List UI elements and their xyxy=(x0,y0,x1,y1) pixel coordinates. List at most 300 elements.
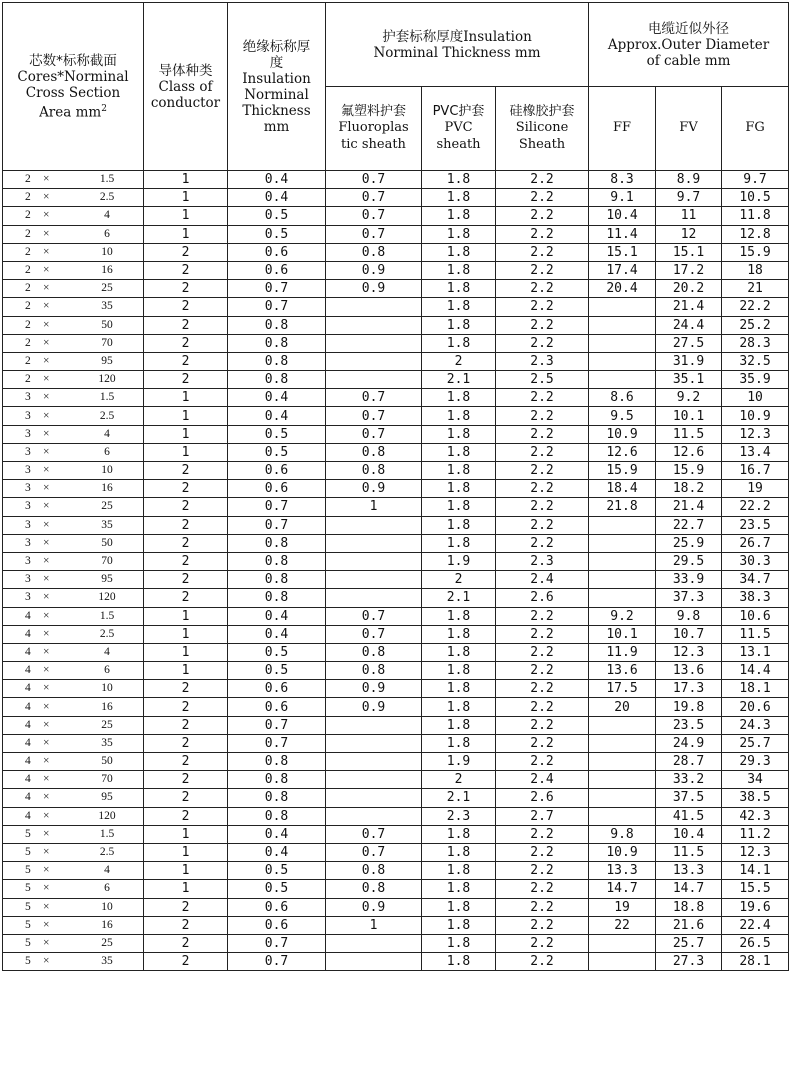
cores-section-cell xyxy=(3,716,144,734)
silicone-sheath: 2.2 xyxy=(496,425,589,443)
cable-spec-table xyxy=(2,2,789,971)
conductor-class: 2 xyxy=(144,571,228,589)
diameter-ff xyxy=(589,298,656,316)
table-row xyxy=(3,316,789,334)
cores-count: 4 xyxy=(25,609,31,622)
times-symbol: × xyxy=(43,245,50,258)
diameter-ff xyxy=(589,552,656,570)
times-symbol: × xyxy=(43,682,50,695)
diameter-fv: 25.9 xyxy=(656,534,722,552)
cross-section-area: 120 xyxy=(98,591,116,604)
cores-count: 4 xyxy=(25,773,31,786)
cross-section-area: 16 xyxy=(101,482,113,495)
times-symbol: × xyxy=(43,191,50,204)
silicone-sheath: 2.3 xyxy=(496,552,589,570)
insulation-thickness: 0.6 xyxy=(228,243,326,261)
table-row xyxy=(3,843,789,861)
table-row xyxy=(3,680,789,698)
table-row xyxy=(3,625,789,643)
times-symbol: × xyxy=(43,336,50,349)
cores-section-cell xyxy=(3,407,144,425)
diameter-fg: 34.7 xyxy=(722,571,789,589)
diameter-fg: 35.9 xyxy=(722,371,789,389)
insulation-thickness: 0.7 xyxy=(228,953,326,971)
cross-section-area: 35 xyxy=(101,736,113,749)
conductor-class: 1 xyxy=(144,825,228,843)
cross-section-area: 4 xyxy=(104,427,110,440)
silicone-sheath: 2.2 xyxy=(496,698,589,716)
cross-section-area: 10 xyxy=(101,682,113,695)
cross-section-area: 25 xyxy=(101,936,113,949)
fluoro-sheath: 0.9 xyxy=(326,261,422,279)
fluoro-sheath xyxy=(326,753,422,771)
cross-section-area: 6 xyxy=(104,664,110,677)
pvc-sheath: 2.1 xyxy=(422,789,496,807)
diameter-fg: 25.7 xyxy=(722,734,789,752)
diameter-fv: 14.7 xyxy=(656,880,722,898)
silicone-sheath: 2.2 xyxy=(496,916,589,934)
fluoro-sheath: 1 xyxy=(326,498,422,516)
silicone-sheath: 2.2 xyxy=(496,334,589,352)
diameter-ff xyxy=(589,716,656,734)
diameter-fv: 24.4 xyxy=(656,316,722,334)
header-silicone-sheath: 硅橡胶护套 Silicone Sheath xyxy=(496,87,589,171)
fluoro-sheath xyxy=(326,771,422,789)
diameter-fg: 20.6 xyxy=(722,698,789,716)
insulation-thickness: 0.8 xyxy=(228,552,326,570)
table-row xyxy=(3,371,789,389)
insulation-thickness: 0.6 xyxy=(228,680,326,698)
cross-section-area: 95 xyxy=(101,791,113,804)
cross-section-area: 6 xyxy=(104,882,110,895)
times-symbol: × xyxy=(43,773,50,786)
cores-count: 4 xyxy=(25,809,31,822)
times-symbol: × xyxy=(43,864,50,877)
diameter-fg: 12.3 xyxy=(722,425,789,443)
silicone-sheath: 2.3 xyxy=(496,352,589,370)
cores-section-cell xyxy=(3,607,144,625)
cross-section-area: 35 xyxy=(101,518,113,531)
diameter-ff xyxy=(589,753,656,771)
cores-section-cell xyxy=(3,534,144,552)
diameter-fg: 28.1 xyxy=(722,953,789,971)
times-symbol: × xyxy=(43,645,50,658)
silicone-sheath: 2.2 xyxy=(496,316,589,334)
cores-section-cell xyxy=(3,425,144,443)
cross-section-area: 16 xyxy=(101,264,113,277)
diameter-fv: 17.3 xyxy=(656,680,722,698)
times-symbol: × xyxy=(43,482,50,495)
pvc-sheath: 1.8 xyxy=(422,171,496,189)
diameter-fg: 15.9 xyxy=(722,243,789,261)
fluoro-sheath: 0.8 xyxy=(326,643,422,661)
table-row xyxy=(3,643,789,661)
silicone-sheath: 2.2 xyxy=(496,498,589,516)
cores-count: 2 xyxy=(25,373,31,386)
conductor-class: 2 xyxy=(144,934,228,952)
table-row xyxy=(3,243,789,261)
diameter-fv: 21.6 xyxy=(656,916,722,934)
cores-count: 4 xyxy=(25,791,31,804)
cross-section-area: 95 xyxy=(101,573,113,586)
cross-section-area: 70 xyxy=(101,555,113,568)
times-symbol: × xyxy=(43,591,50,604)
cores-count: 3 xyxy=(25,409,31,422)
diameter-fv: 10.1 xyxy=(656,407,722,425)
cores-section-cell xyxy=(3,862,144,880)
cores-section-cell xyxy=(3,662,144,680)
diameter-ff xyxy=(589,352,656,370)
insulation-thickness: 0.5 xyxy=(228,225,326,243)
diameter-fv: 20.2 xyxy=(656,280,722,298)
diameter-ff: 10.9 xyxy=(589,425,656,443)
pvc-sheath: 1.9 xyxy=(422,552,496,570)
conductor-class: 1 xyxy=(144,225,228,243)
cores-count: 2 xyxy=(25,354,31,367)
cores-section-cell xyxy=(3,316,144,334)
table-row xyxy=(3,716,789,734)
diameter-ff: 20.4 xyxy=(589,280,656,298)
insulation-thickness: 0.7 xyxy=(228,280,326,298)
header-outer-diameter: 电缆近似外径 Approx.Outer Diameter of cable mm xyxy=(589,3,789,87)
conductor-class: 2 xyxy=(144,334,228,352)
diameter-fv: 12.6 xyxy=(656,443,722,461)
diameter-fv: 11.5 xyxy=(656,843,722,861)
insulation-thickness: 0.8 xyxy=(228,771,326,789)
cores-count: 5 xyxy=(25,864,31,877)
cores-count: 4 xyxy=(25,682,31,695)
table-row xyxy=(3,807,789,825)
insulation-thickness: 0.7 xyxy=(228,716,326,734)
fluoro-sheath: 0.8 xyxy=(326,243,422,261)
insulation-thickness: 0.8 xyxy=(228,371,326,389)
table-row xyxy=(3,189,789,207)
silicone-sheath: 2.2 xyxy=(496,898,589,916)
silicone-sheath: 2.2 xyxy=(496,516,589,534)
diameter-fv: 18.8 xyxy=(656,898,722,916)
insulation-thickness: 0.5 xyxy=(228,207,326,225)
table-body xyxy=(3,171,789,971)
silicone-sheath: 2.2 xyxy=(496,389,589,407)
cores-section-cell xyxy=(3,880,144,898)
pvc-sheath: 1.8 xyxy=(422,316,496,334)
fluoro-sheath: 0.8 xyxy=(326,462,422,480)
diameter-fg: 14.4 xyxy=(722,662,789,680)
diameter-fg: 19 xyxy=(722,480,789,498)
cores-section-cell xyxy=(3,480,144,498)
cores-count: 4 xyxy=(25,700,31,713)
cross-section-area: 4 xyxy=(104,645,110,658)
cores-section-cell xyxy=(3,698,144,716)
diameter-ff xyxy=(589,789,656,807)
insulation-thickness: 0.5 xyxy=(228,643,326,661)
conductor-class: 2 xyxy=(144,771,228,789)
cross-section-area: 10 xyxy=(101,245,113,258)
diameter-fg: 11.2 xyxy=(722,825,789,843)
pvc-sheath: 2.1 xyxy=(422,371,496,389)
times-symbol: × xyxy=(43,918,50,931)
table-row xyxy=(3,753,789,771)
table-row xyxy=(3,571,789,589)
fluoro-sheath: 0.8 xyxy=(326,880,422,898)
conductor-class: 1 xyxy=(144,389,228,407)
pvc-sheath: 1.9 xyxy=(422,753,496,771)
diameter-ff xyxy=(589,334,656,352)
diameter-fv: 27.3 xyxy=(656,953,722,971)
diameter-ff: 15.1 xyxy=(589,243,656,261)
fluoro-sheath: 0.8 xyxy=(326,443,422,461)
diameter-fg: 22.4 xyxy=(722,916,789,934)
diameter-fg: 18.1 xyxy=(722,680,789,698)
silicone-sheath: 2.7 xyxy=(496,807,589,825)
pvc-sheath: 2 xyxy=(422,352,496,370)
pvc-sheath: 1.8 xyxy=(422,934,496,952)
fluoro-sheath: 0.7 xyxy=(326,843,422,861)
diameter-ff: 10.9 xyxy=(589,843,656,861)
times-symbol: × xyxy=(43,609,50,622)
conductor-class: 2 xyxy=(144,680,228,698)
diameter-fv: 27.5 xyxy=(656,334,722,352)
cross-section-area: 25 xyxy=(101,282,113,295)
pvc-sheath: 1.8 xyxy=(422,407,496,425)
cores-count: 4 xyxy=(25,755,31,768)
table-row xyxy=(3,389,789,407)
times-symbol: × xyxy=(43,664,50,677)
diameter-ff: 17.4 xyxy=(589,261,656,279)
diameter-ff: 13.6 xyxy=(589,662,656,680)
diameter-fg: 32.5 xyxy=(722,352,789,370)
diameter-fg: 10.9 xyxy=(722,407,789,425)
cores-section-cell xyxy=(3,280,144,298)
cross-section-area: 35 xyxy=(101,955,113,968)
conductor-class: 2 xyxy=(144,534,228,552)
cross-section-area: 70 xyxy=(101,773,113,786)
insulation-thickness: 0.4 xyxy=(228,607,326,625)
times-symbol: × xyxy=(43,955,50,968)
cores-count: 5 xyxy=(25,846,31,859)
diameter-fv: 13.3 xyxy=(656,862,722,880)
silicone-sheath: 2.2 xyxy=(496,625,589,643)
table-row xyxy=(3,825,789,843)
cores-section-cell xyxy=(3,753,144,771)
fluoro-sheath xyxy=(326,953,422,971)
conductor-class: 2 xyxy=(144,589,228,607)
times-symbol: × xyxy=(43,791,50,804)
diameter-ff: 9.2 xyxy=(589,607,656,625)
header-conductor: 导体种类 Class of conductor xyxy=(144,3,228,171)
insulation-thickness: 0.4 xyxy=(228,625,326,643)
insulation-thickness: 0.5 xyxy=(228,662,326,680)
diameter-fv: 9.2 xyxy=(656,389,722,407)
diameter-fg: 23.5 xyxy=(722,516,789,534)
fluoro-sheath: 0.7 xyxy=(326,189,422,207)
pvc-sheath: 1.8 xyxy=(422,625,496,643)
cores-count: 3 xyxy=(25,555,31,568)
times-symbol: × xyxy=(43,209,50,222)
pvc-sheath: 1.8 xyxy=(422,862,496,880)
conductor-class: 2 xyxy=(144,371,228,389)
diameter-fg: 29.3 xyxy=(722,753,789,771)
diameter-fg: 25.2 xyxy=(722,316,789,334)
diameter-fg: 38.3 xyxy=(722,589,789,607)
cross-section-area: 4 xyxy=(104,864,110,877)
fluoro-sheath xyxy=(326,589,422,607)
diameter-ff: 14.7 xyxy=(589,880,656,898)
silicone-sheath: 2.2 xyxy=(496,680,589,698)
pvc-sheath: 2.3 xyxy=(422,807,496,825)
cores-section-cell xyxy=(3,807,144,825)
fluoro-sheath: 0.8 xyxy=(326,862,422,880)
diameter-fg: 9.7 xyxy=(722,171,789,189)
header-insulation: 绝缘标称厚 度 Insulation Norminal Thickness mm xyxy=(228,3,326,171)
pvc-sheath: 1.8 xyxy=(422,298,496,316)
times-symbol: × xyxy=(43,555,50,568)
fluoro-sheath: 0.7 xyxy=(326,425,422,443)
silicone-sheath: 2.2 xyxy=(496,207,589,225)
cross-section-area: 95 xyxy=(101,354,113,367)
cores-count: 5 xyxy=(25,955,31,968)
diameter-fv: 37.3 xyxy=(656,589,722,607)
table-row xyxy=(3,407,789,425)
cores-count: 2 xyxy=(25,300,31,313)
table-row xyxy=(3,898,789,916)
conductor-class: 1 xyxy=(144,171,228,189)
silicone-sheath: 2.4 xyxy=(496,571,589,589)
diameter-ff: 12.6 xyxy=(589,443,656,461)
pvc-sheath: 1.8 xyxy=(422,516,496,534)
cores-section-cell xyxy=(3,953,144,971)
fluoro-sheath xyxy=(326,934,422,952)
pvc-sheath: 1.8 xyxy=(422,680,496,698)
conductor-class: 1 xyxy=(144,189,228,207)
diameter-ff xyxy=(589,771,656,789)
diameter-fv: 9.7 xyxy=(656,189,722,207)
cores-count: 3 xyxy=(25,573,31,586)
insulation-thickness: 0.4 xyxy=(228,189,326,207)
conductor-class: 2 xyxy=(144,243,228,261)
diameter-fg: 11.5 xyxy=(722,625,789,643)
cores-section-cell xyxy=(3,389,144,407)
times-symbol: × xyxy=(43,573,50,586)
diameter-fg: 10.6 xyxy=(722,607,789,625)
times-symbol: × xyxy=(43,227,50,240)
cross-section-area: 2.5 xyxy=(99,627,115,640)
times-symbol: × xyxy=(43,300,50,313)
conductor-class: 2 xyxy=(144,352,228,370)
pvc-sheath: 1.8 xyxy=(422,607,496,625)
diameter-ff: 11.9 xyxy=(589,643,656,661)
diameter-fv: 33.2 xyxy=(656,771,722,789)
insulation-thickness: 0.8 xyxy=(228,534,326,552)
cores-count: 5 xyxy=(25,900,31,913)
cross-section-area: 1.5 xyxy=(99,173,115,186)
conductor-class: 2 xyxy=(144,516,228,534)
diameter-ff: 22 xyxy=(589,916,656,934)
conductor-class: 2 xyxy=(144,898,228,916)
cores-section-cell xyxy=(3,189,144,207)
diameter-fv: 11.5 xyxy=(656,425,722,443)
times-symbol: × xyxy=(43,464,50,477)
cross-section-area: 50 xyxy=(101,318,113,331)
silicone-sheath: 2.2 xyxy=(496,189,589,207)
diameter-ff: 21.8 xyxy=(589,498,656,516)
cores-count: 2 xyxy=(25,336,31,349)
cores-count: 3 xyxy=(25,518,31,531)
diameter-fg: 18 xyxy=(722,261,789,279)
silicone-sheath: 2.2 xyxy=(496,225,589,243)
cores-section-cell xyxy=(3,334,144,352)
fluoro-sheath: 0.9 xyxy=(326,480,422,498)
silicone-sheath: 2.2 xyxy=(496,243,589,261)
cores-section-cell xyxy=(3,789,144,807)
table-row xyxy=(3,862,789,880)
cores-section-cell xyxy=(3,207,144,225)
diameter-ff: 9.8 xyxy=(589,825,656,843)
diameter-fv: 31.9 xyxy=(656,352,722,370)
diameter-ff: 9.1 xyxy=(589,189,656,207)
cores-count: 3 xyxy=(25,391,31,404)
conductor-class: 1 xyxy=(144,643,228,661)
table-row xyxy=(3,953,789,971)
insulation-thickness: 0.5 xyxy=(228,425,326,443)
pvc-sheath: 1.8 xyxy=(422,898,496,916)
pvc-sheath: 1.8 xyxy=(422,261,496,279)
cores-count: 2 xyxy=(25,318,31,331)
conductor-class: 1 xyxy=(144,407,228,425)
insulation-thickness: 0.7 xyxy=(228,498,326,516)
diameter-fv: 33.9 xyxy=(656,571,722,589)
cores-section-cell xyxy=(3,625,144,643)
diameter-ff: 9.5 xyxy=(589,407,656,425)
insulation-thickness: 0.7 xyxy=(228,298,326,316)
cores-section-cell xyxy=(3,552,144,570)
table-row xyxy=(3,462,789,480)
times-symbol: × xyxy=(43,627,50,640)
diameter-ff: 11.4 xyxy=(589,225,656,243)
times-symbol: × xyxy=(43,700,50,713)
insulation-thickness: 0.8 xyxy=(228,316,326,334)
pvc-sheath: 1.8 xyxy=(422,498,496,516)
pvc-sheath: 1.8 xyxy=(422,953,496,971)
times-symbol: × xyxy=(43,373,50,386)
fluoro-sheath: 0.7 xyxy=(326,407,422,425)
silicone-sheath: 2.2 xyxy=(496,734,589,752)
silicone-sheath: 2.5 xyxy=(496,371,589,389)
cross-section-area: 120 xyxy=(98,373,116,386)
diameter-ff xyxy=(589,316,656,334)
pvc-sheath: 1.8 xyxy=(422,698,496,716)
times-symbol: × xyxy=(43,846,50,859)
cores-count: 2 xyxy=(25,227,31,240)
times-symbol: × xyxy=(43,755,50,768)
cross-section-area: 120 xyxy=(98,809,116,822)
insulation-thickness: 0.4 xyxy=(228,843,326,861)
diameter-ff: 10.4 xyxy=(589,207,656,225)
conductor-class: 1 xyxy=(144,625,228,643)
pvc-sheath: 1.8 xyxy=(422,716,496,734)
cores-count: 3 xyxy=(25,464,31,477)
insulation-thickness: 0.8 xyxy=(228,753,326,771)
insulation-thickness: 0.7 xyxy=(228,934,326,952)
times-symbol: × xyxy=(43,900,50,913)
fluoro-sheath: 1 xyxy=(326,916,422,934)
diameter-fg: 15.5 xyxy=(722,880,789,898)
silicone-sheath: 2.2 xyxy=(496,825,589,843)
diameter-ff: 17.5 xyxy=(589,680,656,698)
insulation-thickness: 0.5 xyxy=(228,443,326,461)
cores-count: 4 xyxy=(25,664,31,677)
header-fv: FV xyxy=(656,87,722,171)
